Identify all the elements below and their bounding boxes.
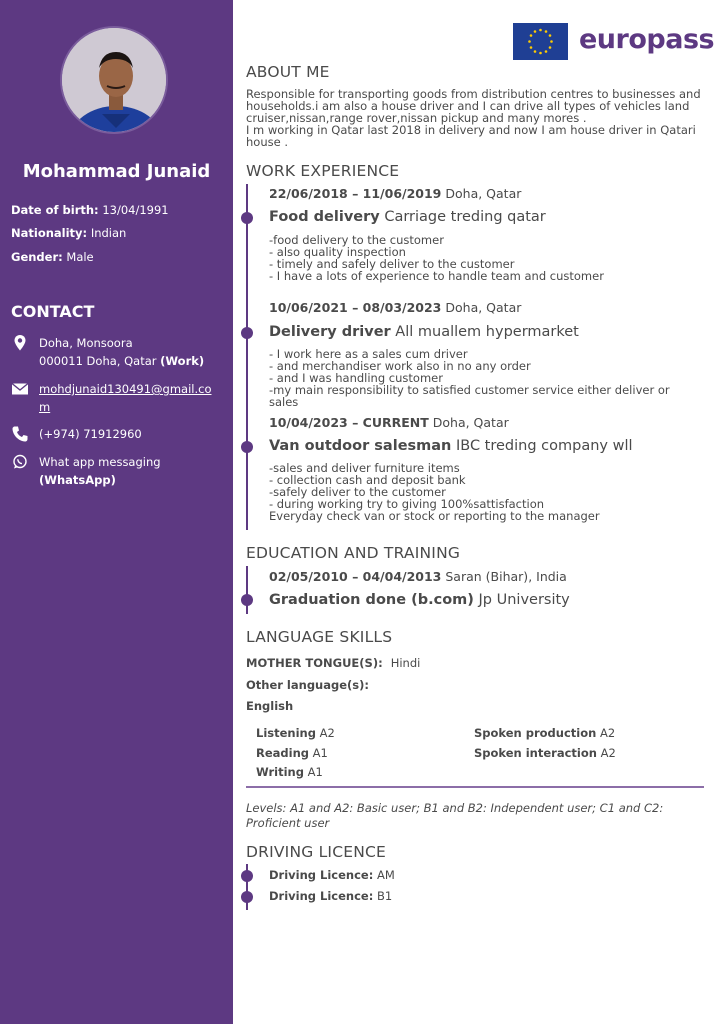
- gender-value: Male: [66, 250, 94, 264]
- language-divider: [246, 786, 704, 788]
- eu-flag-icon: [513, 23, 568, 60]
- licence-2: Driving Licence: B1: [269, 889, 393, 903]
- work-1-title: Food delivery Carriage treding qatar: [269, 209, 546, 225]
- address-line-1: Doha, Monsoora: [39, 336, 133, 350]
- education-dates: 02/05/2010 – 04/04/2013 Saran (Bihar), India: [269, 569, 567, 584]
- work-timeline: [246, 184, 248, 530]
- messaging-tag: (WhatsApp): [39, 473, 116, 487]
- licence-2-dot: [241, 891, 253, 903]
- education-title: Graduation done (b.com) Jp University: [269, 592, 570, 608]
- sidebar: [0, 0, 233, 1024]
- work-3-title: Van outdoor salesman IBC treding company wll: [269, 438, 633, 454]
- work-2-description: - I work here as a sales cum driver - and merchandiser work also in no any order - and I was handling customer -my main responsibility to satisfied customer service either deliver or sales: [269, 347, 670, 409]
- work-3-dates: 10/04/2023 – CURRENT Doha, Qatar: [269, 415, 509, 430]
- language-name: English: [246, 699, 294, 713]
- dob-value: 13/04/1991: [102, 203, 169, 217]
- work-1-dates: 22/06/2018 – 11/06/2019 Doha, Qatar: [269, 186, 522, 201]
- email-link[interactable]: mohdjunaid130491@gmail.com: [39, 382, 212, 414]
- work-2-dot: [241, 327, 253, 339]
- profile-photo: [60, 26, 168, 134]
- other-languages-label: Other language(s):: [246, 678, 369, 692]
- skill-spoken-interaction: Spoken interaction A2: [474, 746, 616, 760]
- education-heading: EDUCATION AND TRAINING: [246, 544, 461, 562]
- levels-note: Levels: A1 and A2: Basic user; B1 and B2: Independent user; C1 and C2: Proficient user: [246, 801, 664, 830]
- licence-1: Driving Licence: AM: [269, 868, 395, 882]
- person-name: Mohammad Junaid: [22, 161, 211, 182]
- skill-listening: Listening A2: [256, 726, 335, 740]
- language-heading: LANGUAGE SKILLS: [246, 628, 393, 646]
- licence-1-dot: [241, 870, 253, 882]
- address-tag: (Work): [160, 354, 205, 368]
- date-of-birth: [11, 203, 169, 217]
- education-dot: [241, 594, 253, 606]
- nationality: [11, 226, 126, 240]
- messaging-label: What app messaging: [39, 455, 161, 469]
- work-1-dot: [241, 212, 253, 224]
- phone-icon: [11, 425, 29, 443]
- address-line-2: 000011 Doha, Qatar: [39, 354, 157, 368]
- skill-reading: Reading A1: [256, 746, 328, 760]
- europass-logo: europass: [579, 24, 715, 55]
- mother-tongue: MOTHER TONGUE(S): Hindi: [246, 656, 421, 670]
- work-1-description: -food delivery to the customer - also quality inspection - timely and safely deliver to the customer - I have a lots of experience to handle team and customer: [269, 233, 604, 283]
- work-3-description: -sales and deliver furniture items - collection cash and deposit bank -safely deliver to the customer - during working try to giving 100%sattisfaction Everyday check van or stock or reporting to the manager: [269, 461, 600, 523]
- gender: [11, 250, 94, 264]
- skill-writing: Writing A1: [256, 765, 323, 779]
- about-heading: ABOUT ME: [246, 63, 330, 81]
- dob-label: Date of birth:: [11, 203, 99, 217]
- email-icon: [11, 380, 29, 398]
- nationality-label: Nationality:: [11, 226, 88, 240]
- nationality-value: Indian: [90, 226, 127, 240]
- driving-heading: DRIVING LICENCE: [246, 843, 387, 861]
- education-timeline: [246, 566, 248, 614]
- contact-heading: CONTACT: [11, 302, 95, 321]
- work-2-title: Delivery driver All muallem hypermarket: [269, 324, 579, 340]
- about-text: Responsible for transporting goods from distribution centres to businesses and households.i am also a house driver and I can drive all types of vehicles land cruiser,nissan,range rover,nissan pickup and many mores . I m working in Qatar last 2018 in delivery and now I am house driver in Qatari house .: [246, 87, 701, 149]
- work-heading: WORK EXPERIENCE: [246, 162, 400, 180]
- gender-label: Gender:: [11, 250, 63, 264]
- phone-number: (+974) 71912960: [39, 427, 142, 441]
- work-3-dot: [241, 441, 253, 453]
- skill-spoken-production: Spoken production A2: [474, 726, 616, 740]
- work-2-dates: 10/06/2021 – 08/03/2023 Doha, Qatar: [269, 300, 522, 315]
- whatsapp-icon: [11, 453, 29, 471]
- location-pin-icon: [11, 334, 29, 352]
